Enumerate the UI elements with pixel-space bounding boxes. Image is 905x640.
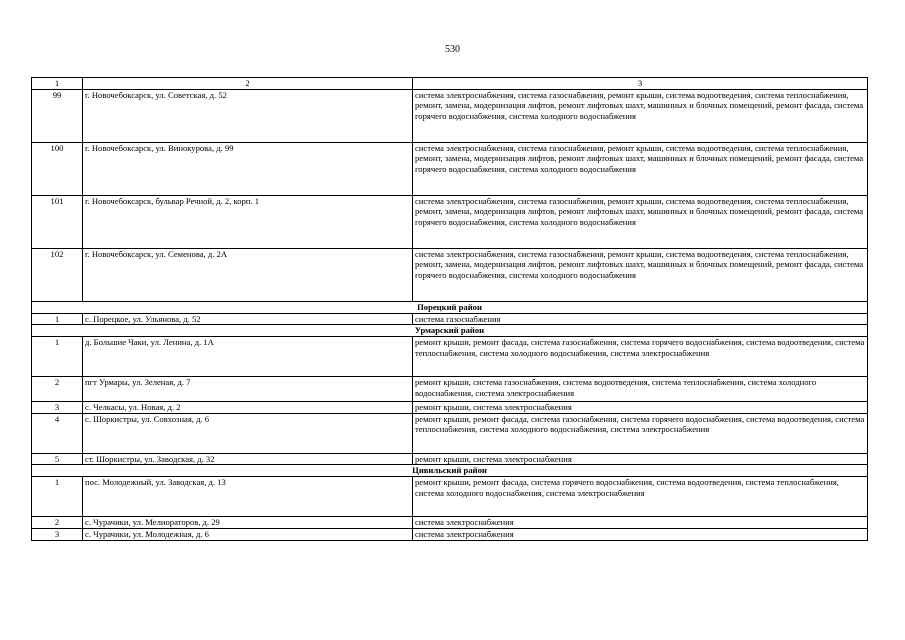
row-number: 3 — [32, 528, 83, 540]
row-number: 1 — [32, 337, 83, 377]
table-row — [32, 517, 868, 529]
district-header-row — [32, 465, 868, 477]
district-name: Порецкий район — [32, 301, 868, 313]
row-works: система электроснабжения — [413, 517, 868, 529]
row-works: ремонт крыши, ремонт фасада, система горячего водоснабжения, система водоотведения, система теплоснабжения, система холодного водоснабжения, система электроснабжения — [413, 477, 868, 517]
row-address: с. Челкасы, ул. Новая, д. 2 — [83, 402, 413, 414]
row-number: 5 — [32, 453, 83, 465]
row-address: пос. Молодежный, ул. Заводская, д. 13 — [83, 477, 413, 517]
column-header-row — [32, 78, 868, 90]
column-header-2: 2 — [83, 78, 413, 90]
table-row — [32, 195, 868, 248]
row-works: система газоснабжения — [413, 313, 868, 325]
row-number: 1 — [32, 477, 83, 517]
row-address: пгт Урмары, ул. Зеленая, д. 7 — [83, 377, 413, 402]
row-address: с. Чурачики, ул. Мелиораторов, д. 29 — [83, 517, 413, 529]
row-number: 1 — [32, 313, 83, 325]
table-body — [32, 78, 868, 541]
table-row — [32, 377, 868, 402]
row-number: 102 — [32, 248, 83, 301]
row-address: с. Шоркистры, ул. Совхозная, д. 6 — [83, 413, 413, 453]
table-row — [32, 248, 868, 301]
table-row — [32, 89, 868, 142]
table-row — [32, 142, 868, 195]
table-row — [32, 313, 868, 325]
table-row — [32, 413, 868, 453]
row-address: г. Новочебоксарск, бульвар Речной, д. 2, корп. 1 — [83, 195, 413, 248]
row-works: ремонт крыши, система электроснабжения — [413, 453, 868, 465]
table-row — [32, 402, 868, 414]
row-works: система электроснабжения, система газоснабжения, ремонт крыши, система водоотведения, система теплоснабжения, ремонт, замена, модернизация лифтов, ремонт лифтовых шахт, машинных и блочных помещений, ремонт фасада, система горячего водоснабжения, система холодного водоснабжения — [413, 142, 868, 195]
row-number: 101 — [32, 195, 83, 248]
row-address: с. Чурачики, ул. Молодежная, д. 6 — [83, 528, 413, 540]
row-address: г. Новочебоксарск, ул. Советская, д. 52 — [83, 89, 413, 142]
column-header-1: 1 — [32, 78, 83, 90]
district-name: Урмарский район — [32, 325, 868, 337]
row-number: 100 — [32, 142, 83, 195]
row-works: ремонт крыши, система газоснабжения, система водоотведения, система теплоснабжения, система холодного водоснабжения, система электроснабжения — [413, 377, 868, 402]
row-works: ремонт крыши, ремонт фасада, система газоснабжения, система горячего водоснабжения, система водоотведения, система теплоснабжения, система холодного водоснабжения, система электроснабжения — [413, 337, 868, 377]
row-number: 2 — [32, 517, 83, 529]
district-name: Цивильский район — [32, 465, 868, 477]
row-address: г. Новочебоксарск, ул. Винокурова, д. 99 — [83, 142, 413, 195]
row-address: г. Новочебоксарск, ул. Семенова, д. 2А — [83, 248, 413, 301]
repair-program-table — [31, 77, 868, 541]
column-header-3: 3 — [413, 78, 868, 90]
row-address: ст. Шоркистры, ул. Заводская, д. 32 — [83, 453, 413, 465]
row-number: 2 — [32, 377, 83, 402]
table-row — [32, 453, 868, 465]
row-number: 99 — [32, 89, 83, 142]
page-number: 530 — [445, 44, 460, 55]
table-row — [32, 528, 868, 540]
row-address: д. Большие Чаки, ул. Ленина, д. 1А — [83, 337, 413, 377]
row-works: ремонт крыши, ремонт фасада, система газоснабжения, система горячего водоснабжения, система водоотведения, система теплоснабжения, система холодного водоснабжения, система электроснабжения — [413, 413, 868, 453]
table-row — [32, 477, 868, 517]
district-header-row — [32, 325, 868, 337]
row-works: система электроснабжения — [413, 528, 868, 540]
row-number: 3 — [32, 402, 83, 414]
row-works: система электроснабжения, система газоснабжения, ремонт крыши, система водоотведения, система теплоснабжения, ремонт, замена, модернизация лифтов, ремонт лифтовых шахт, машинных и блочных помещений, ремонт фасада, система горячего водоснабжения, система холодного водоснабжения — [413, 248, 868, 301]
district-header-row — [32, 301, 868, 313]
row-works: система электроснабжения, система газоснабжения, ремонт крыши, система водоотведения, система теплоснабжения, ремонт, замена, модернизация лифтов, ремонт лифтовых шахт, машинных и блочных помещений, ремонт фасада, система горячего водоснабжения, система холодного водоснабжения — [413, 89, 868, 142]
row-works: система электроснабжения, система газоснабжения, ремонт крыши, система водоотведения, система теплоснабжения, ремонт, замена, модернизация лифтов, ремонт лифтовых шахт, машинных и блочных помещений, ремонт фасада, система горячего водоснабжения, система холодного водоснабжения — [413, 195, 868, 248]
table-row — [32, 337, 868, 377]
row-works: ремонт крыши, система электроснабжения — [413, 402, 868, 414]
row-address: с. Порецкое, ул. Ульянова, д. 52 — [83, 313, 413, 325]
row-number: 4 — [32, 413, 83, 453]
